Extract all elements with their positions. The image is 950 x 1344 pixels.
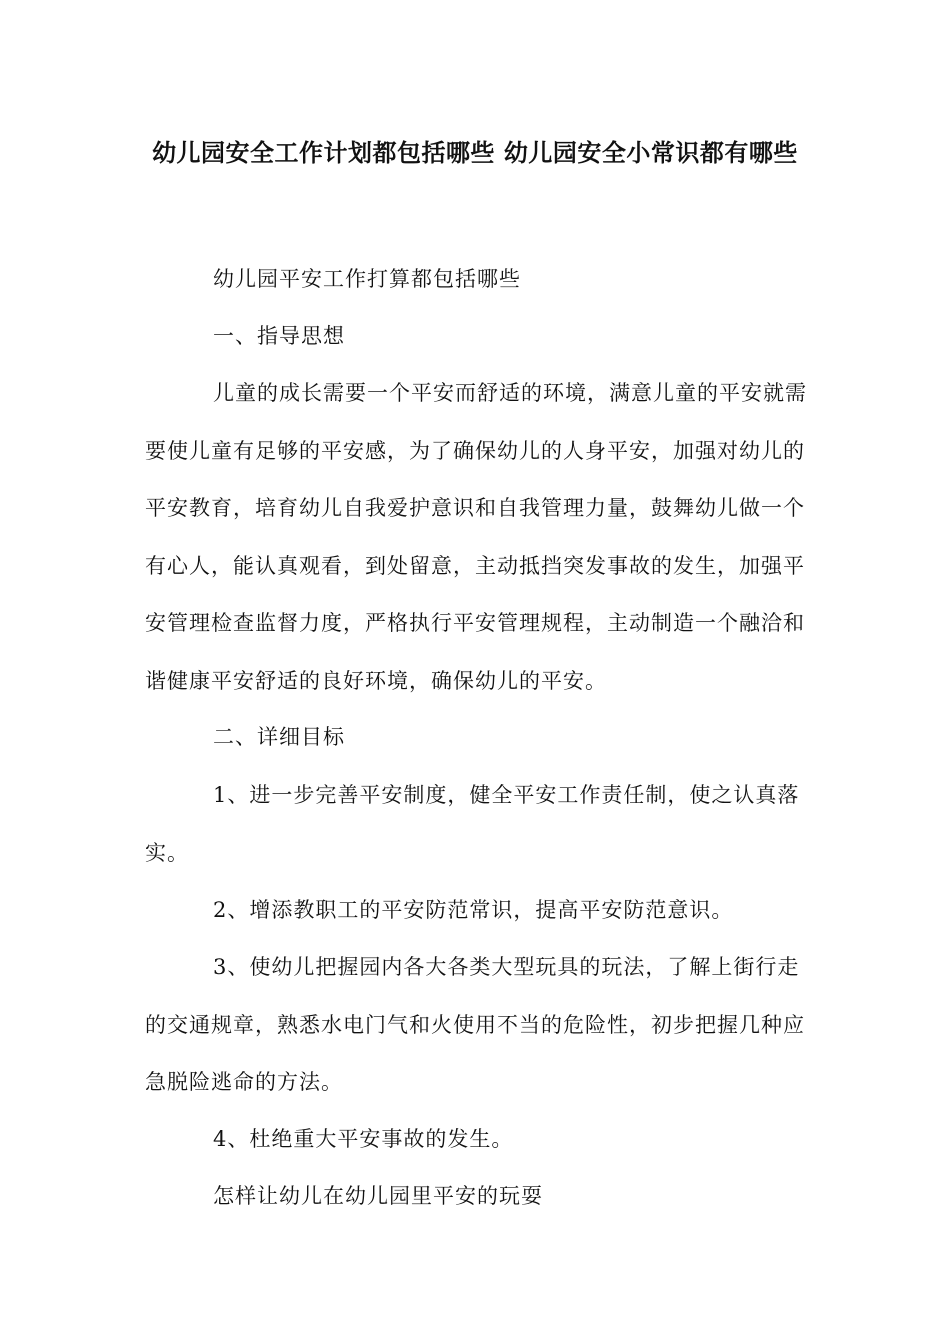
- document-title: 幼儿园安全工作计划都包括哪些 幼儿园安全小常识都有哪些: [152, 138, 798, 167]
- goal-item-4: 4、杜绝重大平安事故的发生。: [213, 1127, 514, 1151]
- goal-item-1: 1、进一步完善平安制度，健全平安工作责任制，使之认真落实。: [145, 783, 800, 865]
- section2-heading: 二、详细目标: [213, 725, 345, 749]
- goal-item-2: 2、增添教职工的平安防范常识，提高平安防范意识。: [213, 898, 734, 922]
- section1-heading: 一、指导思想: [213, 324, 345, 348]
- document-subtitle: 幼儿园平安工作打算都包括哪些: [213, 267, 521, 291]
- goal-item-3: 3、使幼儿把握园内各大各类大型玩具的玩法，了解上街行走的交通规章，熟悉水电门气和火使用不当的危险性，初步把握几种应急脱险逃命的方法。: [145, 955, 805, 1094]
- section1-body: 儿童的成长需要一个平安而舒适的环境，满意儿童的平安就需要使儿童有足够的平安感，为了确保幼儿的人身平安，加强对幼儿的平安教育，培育幼儿自我爱护意识和自我管理力量，鼓舞幼儿做一个有心人，能认真观看，到处留意，主动抵挡突发事故的发生，加强平安管理检查监督力度，严格执行平安管理规程，主动制造一个融洽和谐健康平安舒适的良好环境，确保幼儿的平安。: [145, 381, 807, 693]
- closing-heading: 怎样让幼儿在幼儿园里平安的玩耍: [213, 1184, 543, 1208]
